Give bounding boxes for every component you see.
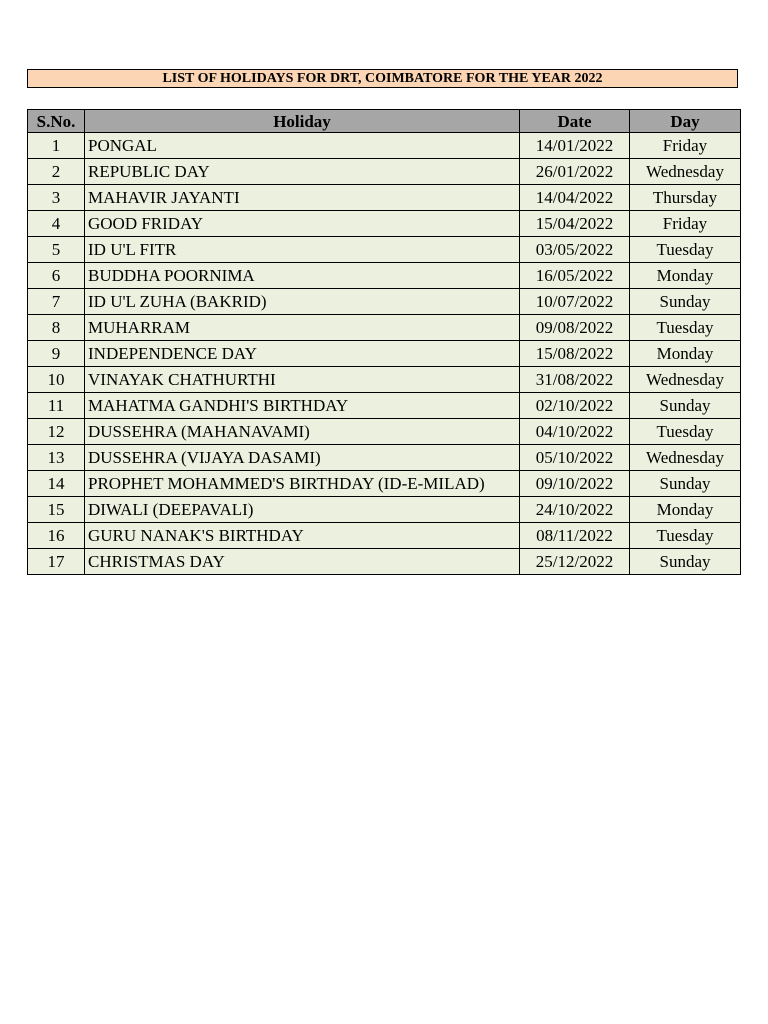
cell-sno: 11 [28, 393, 85, 419]
table-row [28, 237, 741, 263]
cell-date: 15/08/2022 [520, 341, 630, 367]
cell-holiday: MUHARRAM [85, 315, 520, 341]
cell-day: Monday [630, 497, 741, 523]
cell-holiday: MAHAVIR JAYANTI [85, 185, 520, 211]
cell-sno: 12 [28, 419, 85, 445]
cell-holiday: MAHATMA GANDHI'S BIRTHDAY [85, 393, 520, 419]
cell-sno: 17 [28, 549, 85, 575]
cell-sno: 8 [28, 315, 85, 341]
cell-day: Sunday [630, 289, 741, 315]
cell-holiday: DIWALI (DEEPAVALI) [85, 497, 520, 523]
cell-day: Monday [630, 263, 741, 289]
cell-date: 10/07/2022 [520, 289, 630, 315]
holiday-table [27, 109, 741, 575]
table-row [28, 445, 741, 471]
cell-holiday: PONGAL [85, 133, 520, 159]
cell-sno: 14 [28, 471, 85, 497]
cell-sno: 5 [28, 237, 85, 263]
table-row [28, 159, 741, 185]
table-row [28, 289, 741, 315]
header-date: Date [520, 110, 630, 133]
table-body [28, 133, 741, 575]
cell-day: Wednesday [630, 367, 741, 393]
cell-sno: 9 [28, 341, 85, 367]
table-row [28, 367, 741, 393]
cell-holiday: DUSSEHRA (MAHANAVAMI) [85, 419, 520, 445]
table-row [28, 497, 741, 523]
cell-holiday: REPUBLIC DAY [85, 159, 520, 185]
cell-date: 25/12/2022 [520, 549, 630, 575]
table-row [28, 523, 741, 549]
table-row [28, 263, 741, 289]
table-row [28, 185, 741, 211]
cell-sno: 3 [28, 185, 85, 211]
cell-day: Tuesday [630, 237, 741, 263]
cell-sno: 16 [28, 523, 85, 549]
cell-holiday: INDEPENDENCE DAY [85, 341, 520, 367]
cell-date: 04/10/2022 [520, 419, 630, 445]
table-row [28, 315, 741, 341]
header-holiday: Holiday [85, 110, 520, 133]
cell-day: Thursday [630, 185, 741, 211]
document-title: LIST OF HOLIDAYS FOR DRT, COIMBATORE FOR THE YEAR 2022 [27, 69, 738, 88]
cell-holiday: VINAYAK CHATHURTHI [85, 367, 520, 393]
cell-day: Sunday [630, 549, 741, 575]
cell-date: 15/04/2022 [520, 211, 630, 237]
cell-sno: 13 [28, 445, 85, 471]
cell-date: 31/08/2022 [520, 367, 630, 393]
cell-day: Tuesday [630, 315, 741, 341]
cell-holiday: ID U'L FITR [85, 237, 520, 263]
cell-holiday: GURU NANAK'S BIRTHDAY [85, 523, 520, 549]
table-row [28, 393, 741, 419]
table-header [28, 110, 741, 133]
header-row [28, 110, 741, 133]
cell-day: Friday [630, 211, 741, 237]
cell-sno: 7 [28, 289, 85, 315]
cell-holiday: CHRISTMAS DAY [85, 549, 520, 575]
cell-day: Friday [630, 133, 741, 159]
cell-date: 16/05/2022 [520, 263, 630, 289]
cell-date: 14/01/2022 [520, 133, 630, 159]
cell-sno: 6 [28, 263, 85, 289]
table-row [28, 549, 741, 575]
cell-day: Tuesday [630, 523, 741, 549]
cell-day: Sunday [630, 471, 741, 497]
cell-holiday: ID U'L ZUHA (BAKRID) [85, 289, 520, 315]
cell-date: 03/05/2022 [520, 237, 630, 263]
cell-sno: 1 [28, 133, 85, 159]
cell-holiday: DUSSEHRA (VIJAYA DASAMI) [85, 445, 520, 471]
cell-sno: 4 [28, 211, 85, 237]
cell-holiday: GOOD FRIDAY [85, 211, 520, 237]
cell-date: 26/01/2022 [520, 159, 630, 185]
cell-date: 02/10/2022 [520, 393, 630, 419]
cell-day: Wednesday [630, 445, 741, 471]
cell-date: 14/04/2022 [520, 185, 630, 211]
cell-date: 08/11/2022 [520, 523, 630, 549]
table-row [28, 419, 741, 445]
cell-date: 24/10/2022 [520, 497, 630, 523]
cell-sno: 15 [28, 497, 85, 523]
header-sno: S.No. [28, 110, 85, 133]
table-row [28, 133, 741, 159]
cell-date: 09/10/2022 [520, 471, 630, 497]
cell-holiday: BUDDHA POORNIMA [85, 263, 520, 289]
cell-sno: 10 [28, 367, 85, 393]
cell-day: Wednesday [630, 159, 741, 185]
cell-date: 05/10/2022 [520, 445, 630, 471]
cell-day: Tuesday [630, 419, 741, 445]
cell-date: 09/08/2022 [520, 315, 630, 341]
cell-day: Monday [630, 341, 741, 367]
header-day: Day [630, 110, 741, 133]
table-row [28, 341, 741, 367]
table-row [28, 211, 741, 237]
table-row [28, 471, 741, 497]
cell-day: Sunday [630, 393, 741, 419]
cell-sno: 2 [28, 159, 85, 185]
cell-holiday: PROPHET MOHAMMED'S BIRTHDAY (ID-E-MILAD) [85, 471, 520, 497]
